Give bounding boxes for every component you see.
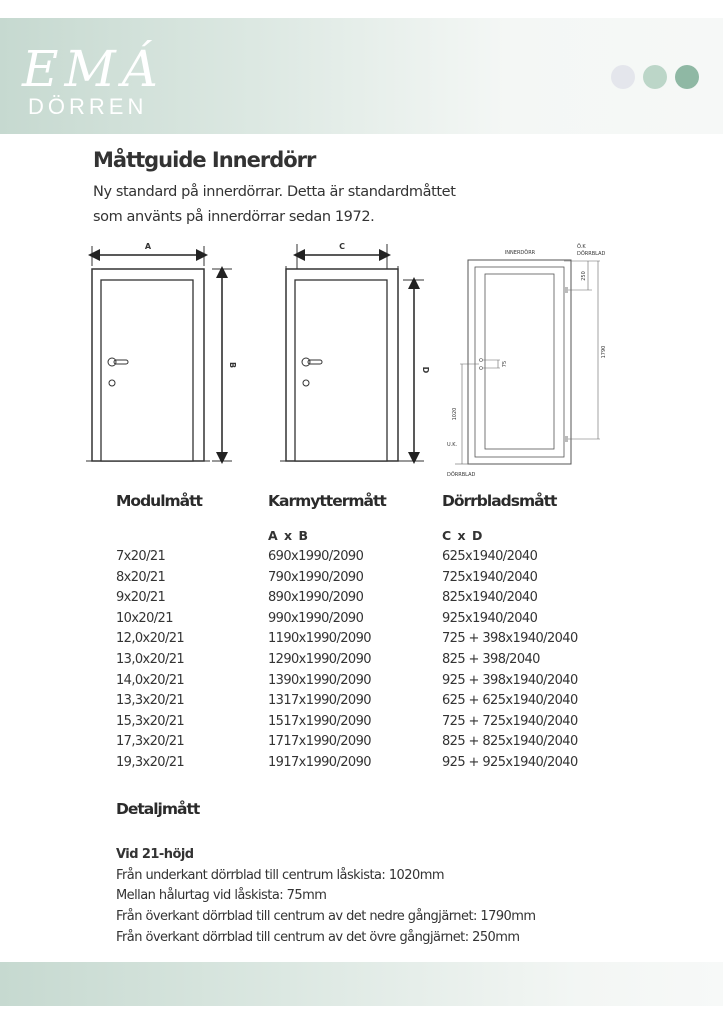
cell-karm: 1390x1990/2090: [268, 672, 371, 688]
cell-modul: 14,0x20/21: [116, 672, 185, 688]
cell-modul: 13,0x20/21: [116, 651, 185, 667]
detail-heading: Vid 21-höjd: [116, 847, 194, 862]
detail-line: Från överkant dörrblad till centrum av det övre gångjärnet: 250mm: [116, 929, 520, 945]
dot-dark: [675, 65, 699, 89]
cell-karm: 1717x1990/2090: [268, 734, 371, 750]
door3-dim-1020: 1020: [452, 407, 458, 421]
cell-dorrblad: 825 + 398/2040: [442, 651, 540, 667]
size-table: [0, 547, 723, 774]
header-modulmatt: Modulmått: [116, 492, 202, 510]
cell-karm: 790x1990/2090: [268, 569, 364, 585]
cell-modul: 7x20/21: [116, 549, 166, 564]
header-band: [0, 18, 723, 134]
cell-modul: 12,0x20/21: [116, 631, 185, 647]
detail-title: Detaljmått: [116, 800, 200, 818]
door3-dim-75: 75: [502, 360, 508, 368]
cell-dorrblad: 925x1940/2040: [442, 610, 538, 626]
cell-dorrblad: 725x1940/2040: [442, 569, 538, 585]
table-row: [0, 609, 723, 630]
door3-title: INNERDÖRR: [504, 250, 536, 256]
cell-dorrblad: 725 + 725x1940/2040: [442, 713, 578, 729]
cell-karm: 1317x1990/2090: [268, 693, 371, 709]
cell-karm: 1190x1990/2090: [268, 631, 371, 647]
intro-text: [93, 180, 613, 230]
brand-logo: EMÁ: [22, 40, 164, 98]
door3-top-label-1: Ö.K: [577, 244, 586, 250]
dot-mid: [643, 65, 667, 89]
cell-dorrblad: 625 + 625x1940/2040: [442, 693, 578, 709]
table-row: [0, 691, 723, 712]
cell-karm: 1517x1990/2090: [268, 713, 371, 729]
cell-dorrblad: 925 + 398x1940/2040: [442, 672, 578, 688]
subheader-axb: A x B: [268, 528, 309, 543]
cell-modul: 17,3x20/21: [116, 734, 185, 750]
decorative-dots: [611, 65, 699, 89]
intro-line: Ny standard på innerdörrar. Detta är standardmåttet: [93, 184, 456, 200]
door3-dim-250: 250: [581, 271, 587, 281]
door3-top-label-2: DÖRRBLAD: [577, 251, 606, 257]
detail-line: Från underkant dörrblad till centrum låskista: 1020mm: [116, 867, 444, 883]
door3-bottom-label-1: U.K.: [447, 442, 458, 448]
door2-height-label: D: [421, 366, 430, 374]
header-dorrbladsmatt: Dörrbladsmått: [442, 492, 557, 510]
detail-text: [116, 845, 676, 949]
cell-karm: 1917x1990/2090: [268, 754, 371, 770]
door3-dim-1790: 1790: [601, 345, 607, 359]
table-row: [0, 547, 723, 568]
door1-height-label: B: [228, 361, 237, 369]
table-row: [0, 568, 723, 589]
table-row: [0, 671, 723, 692]
detail-line: Mellan hålurtag vid låskista: 75mm: [116, 888, 327, 904]
door3-bottom-label-2: DÖRRBLAD: [447, 472, 476, 478]
detail-line: Från överkant dörrblad till centrum av det nedre gångjärnet: 1790mm: [116, 909, 536, 925]
cell-karm: 890x1990/2090: [268, 590, 364, 606]
door-diagram-3: [447, 243, 607, 478]
cell-modul: 9x20/21: [116, 590, 166, 606]
brand-subtitle: DÖRREN: [28, 94, 148, 119]
door1-width-label: A: [144, 242, 152, 251]
footer-band: [0, 962, 723, 1006]
door-diagram-1: [86, 242, 237, 461]
door2-width-label: C: [339, 242, 345, 251]
door-diagram-2: [280, 242, 430, 461]
cell-dorrblad: 725 + 398x1940/2040: [442, 631, 578, 647]
cell-modul: 10x20/21: [116, 610, 173, 626]
dot-light: [611, 65, 635, 89]
page-title: Måttguide Innerdörr: [93, 148, 316, 172]
cell-modul: 15,3x20/21: [116, 713, 185, 729]
subheader-cxd: C x D: [442, 528, 484, 543]
cell-dorrblad: 825x1940/2040: [442, 590, 538, 606]
intro-line: som använts på innerdörrar sedan 1972.: [93, 209, 375, 225]
table-row: [0, 712, 723, 733]
cell-karm: 690x1990/2090: [268, 549, 364, 564]
table-row: [0, 588, 723, 609]
cell-dorrblad: 625x1940/2040: [442, 549, 538, 564]
cell-modul: 8x20/21: [116, 569, 166, 585]
table-row: [0, 732, 723, 753]
table-row: [0, 650, 723, 671]
table-row: [0, 629, 723, 650]
table-row: [0, 753, 723, 774]
cell-modul: 19,3x20/21: [116, 754, 185, 770]
cell-dorrblad: 925 + 925x1940/2040: [442, 754, 578, 770]
door-diagrams: [0, 236, 723, 481]
cell-dorrblad: 825 + 825x1940/2040: [442, 734, 578, 750]
cell-modul: 13,3x20/21: [116, 693, 185, 709]
header-karmyttermatt: Karmyttermått: [268, 492, 386, 510]
cell-karm: 1290x1990/2090: [268, 651, 371, 667]
cell-karm: 990x1990/2090: [268, 610, 364, 626]
